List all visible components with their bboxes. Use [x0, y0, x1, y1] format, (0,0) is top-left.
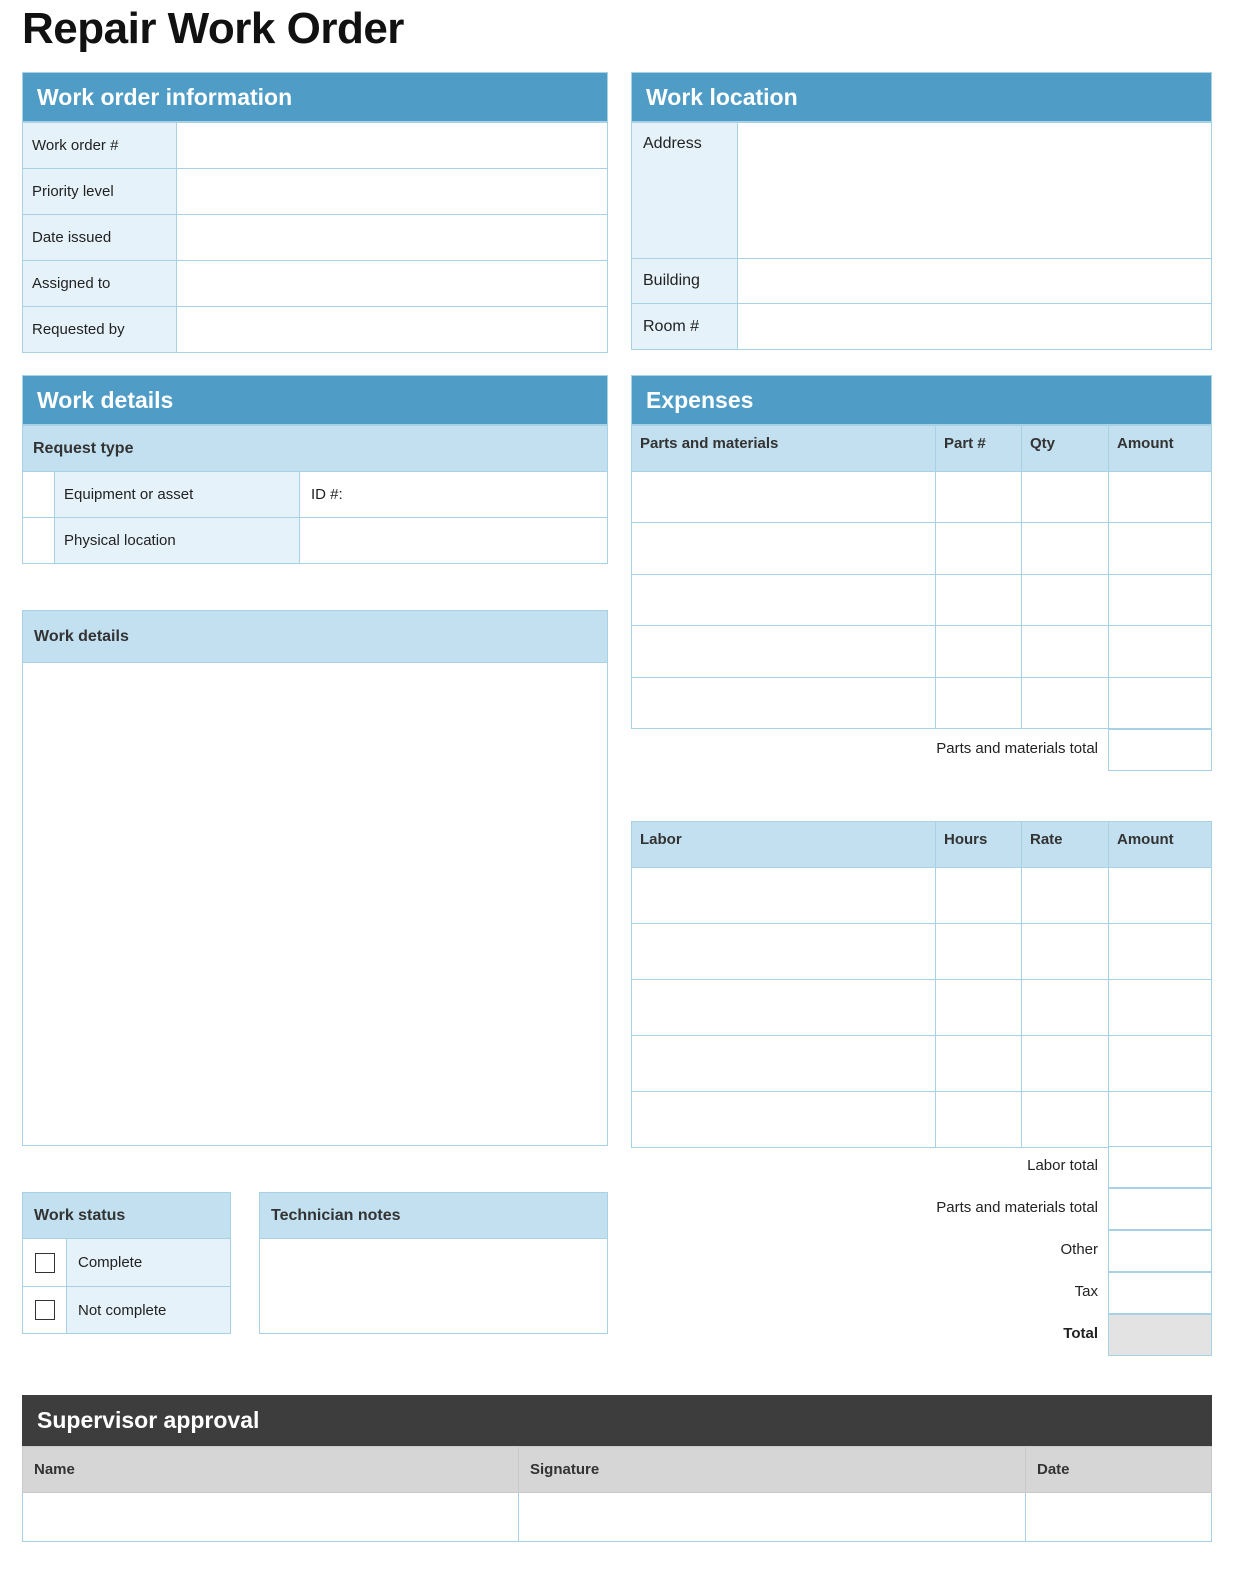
table-row: [632, 472, 1212, 523]
tax-field[interactable]: [1108, 1272, 1212, 1314]
equipment-id-field[interactable]: [300, 472, 608, 518]
amount-cell[interactable]: [1109, 980, 1212, 1036]
table-row: [632, 523, 1212, 575]
parts-total-label: Parts and materials total: [936, 740, 1098, 757]
approval-date-field[interactable]: [1026, 1493, 1212, 1542]
requested-by-field[interactable]: [177, 307, 608, 353]
priority-level-field[interactable]: [177, 169, 608, 215]
labor-cell[interactable]: [632, 1092, 936, 1148]
part-number-cell[interactable]: [936, 626, 1022, 678]
labor-table: [631, 821, 1212, 1148]
supervisor-approval-table: [22, 1446, 1212, 1542]
labor-cell[interactable]: [632, 1036, 936, 1092]
parts-cell[interactable]: [632, 472, 936, 523]
part-number-col-header: Part #: [936, 426, 1022, 472]
hours-col-header: Hours: [936, 822, 1022, 868]
approval-date-header: Date: [1026, 1447, 1212, 1493]
qty-cell[interactable]: [1022, 472, 1109, 523]
equipment-checkbox-cell[interactable]: [23, 472, 55, 518]
amount-cell[interactable]: [1109, 924, 1212, 980]
table-row: [632, 1092, 1212, 1148]
work-order-info-header: Work order information: [22, 72, 608, 122]
table-row: [632, 678, 1212, 729]
supervisor-approval-header: Supervisor approval: [22, 1395, 1212, 1446]
technician-notes-field[interactable]: [260, 1239, 608, 1334]
amount-cell[interactable]: [1109, 523, 1212, 575]
labor-col-header: Labor: [632, 822, 936, 868]
hours-cell[interactable]: [936, 868, 1022, 924]
parts-cell[interactable]: [632, 626, 936, 678]
page-title: Repair Work Order: [22, 4, 404, 53]
qty-cell[interactable]: [1022, 678, 1109, 729]
amount-cell[interactable]: [1109, 626, 1212, 678]
amount-cell[interactable]: [1109, 472, 1212, 523]
building-field[interactable]: [738, 259, 1212, 304]
amount-cell[interactable]: [1109, 1092, 1212, 1148]
request-type-table: [22, 425, 608, 564]
work-details-field[interactable]: [23, 663, 608, 1146]
qty-cell[interactable]: [1022, 523, 1109, 575]
approval-name-header: Name: [23, 1447, 519, 1493]
other-field[interactable]: [1108, 1230, 1212, 1272]
work-location-header: Work location: [631, 72, 1212, 122]
complete-label: Complete: [67, 1239, 231, 1287]
date-issued-label: Date issued: [23, 215, 177, 261]
table-row: [632, 980, 1212, 1036]
part-number-cell[interactable]: [936, 472, 1022, 523]
labor-cell[interactable]: [632, 868, 936, 924]
labor-total-label: Labor total: [1027, 1157, 1098, 1174]
part-number-cell[interactable]: [936, 575, 1022, 626]
rate-cell[interactable]: [1022, 868, 1109, 924]
priority-level-label: Priority level: [23, 169, 177, 215]
id-label: ID #:: [311, 486, 343, 503]
parts-materials-col-header: Parts and materials: [632, 426, 936, 472]
labor-total-field[interactable]: [1108, 1146, 1212, 1188]
labor-cell[interactable]: [632, 980, 936, 1036]
work-status-table: [22, 1192, 231, 1334]
request-type-label: Request type: [23, 426, 608, 472]
rate-cell[interactable]: [1022, 1092, 1109, 1148]
equipment-label: Equipment or asset: [55, 472, 300, 518]
date-issued-field[interactable]: [177, 215, 608, 261]
approval-signature-field[interactable]: [519, 1493, 1026, 1542]
tax-label: Tax: [1074, 1283, 1098, 1300]
rate-cell[interactable]: [1022, 924, 1109, 980]
hours-cell[interactable]: [936, 980, 1022, 1036]
physical-location-label: Physical location: [55, 518, 300, 564]
table-row: [632, 924, 1212, 980]
work-order-number-label: Work order #: [23, 123, 177, 169]
amount-cell[interactable]: [1109, 678, 1212, 729]
table-row: [632, 1036, 1212, 1092]
room-number-field[interactable]: [738, 304, 1212, 350]
labor-amount-col-header: Amount: [1109, 822, 1212, 868]
not-complete-label: Not complete: [67, 1287, 231, 1334]
amount-col-header: Amount: [1109, 426, 1212, 472]
parts-cell[interactable]: [632, 523, 936, 575]
parts-total-field[interactable]: [1108, 729, 1212, 771]
total-field[interactable]: [1108, 1314, 1212, 1356]
rate-col-header: Rate: [1022, 822, 1109, 868]
hours-cell[interactable]: [936, 1036, 1022, 1092]
rate-cell[interactable]: [1022, 1036, 1109, 1092]
technician-notes-label: Technician notes: [260, 1193, 608, 1239]
hours-cell[interactable]: [936, 1092, 1022, 1148]
not-complete-checkbox-cell: [23, 1287, 67, 1334]
total-label: Total: [1063, 1325, 1098, 1342]
summary-parts-total-label: Parts and materials total: [936, 1199, 1098, 1216]
work-details-header: Work details: [22, 375, 608, 425]
physical-location-field[interactable]: [300, 518, 608, 564]
amount-cell[interactable]: [1109, 1036, 1212, 1092]
complete-checkbox-cell: [23, 1239, 67, 1287]
complete-checkbox[interactable]: [35, 1253, 55, 1273]
approval-signature-header: Signature: [519, 1447, 1026, 1493]
part-number-cell[interactable]: [936, 678, 1022, 729]
address-label: Address: [632, 123, 738, 259]
parts-cell[interactable]: [632, 575, 936, 626]
hours-cell[interactable]: [936, 924, 1022, 980]
part-number-cell[interactable]: [936, 523, 1022, 575]
table-row: [632, 868, 1212, 924]
requested-by-label: Requested by: [23, 307, 177, 353]
labor-cell[interactable]: [632, 924, 936, 980]
work-order-info-table: [22, 122, 608, 353]
rate-cell[interactable]: [1022, 980, 1109, 1036]
physical-location-checkbox-cell[interactable]: [23, 518, 55, 564]
work-details-label: Work details: [23, 611, 608, 663]
work-details-table: [22, 610, 608, 1146]
assigned-to-label: Assigned to: [23, 261, 177, 307]
room-number-label: Room #: [632, 304, 738, 350]
amount-cell[interactable]: [1109, 575, 1212, 626]
other-label: Other: [1060, 1241, 1098, 1258]
parts-table: [631, 425, 1212, 729]
amount-cell[interactable]: [1109, 868, 1212, 924]
approval-name-field[interactable]: [23, 1493, 519, 1542]
technician-notes-table: [259, 1192, 608, 1334]
work-order-number-field[interactable]: [177, 123, 608, 169]
work-status-label: Work status: [23, 1193, 231, 1239]
not-complete-checkbox[interactable]: [35, 1300, 55, 1320]
work-location-table: [631, 122, 1212, 350]
table-row: [632, 626, 1212, 678]
table-row: [632, 575, 1212, 626]
expenses-header: Expenses: [631, 375, 1212, 425]
summary-parts-total-field[interactable]: [1108, 1188, 1212, 1230]
qty-cell[interactable]: [1022, 575, 1109, 626]
address-field[interactable]: [738, 123, 1212, 259]
building-label: Building: [632, 259, 738, 304]
qty-cell[interactable]: [1022, 626, 1109, 678]
assigned-to-field[interactable]: [177, 261, 608, 307]
parts-cell[interactable]: [632, 678, 936, 729]
qty-col-header: Qty: [1022, 426, 1109, 472]
